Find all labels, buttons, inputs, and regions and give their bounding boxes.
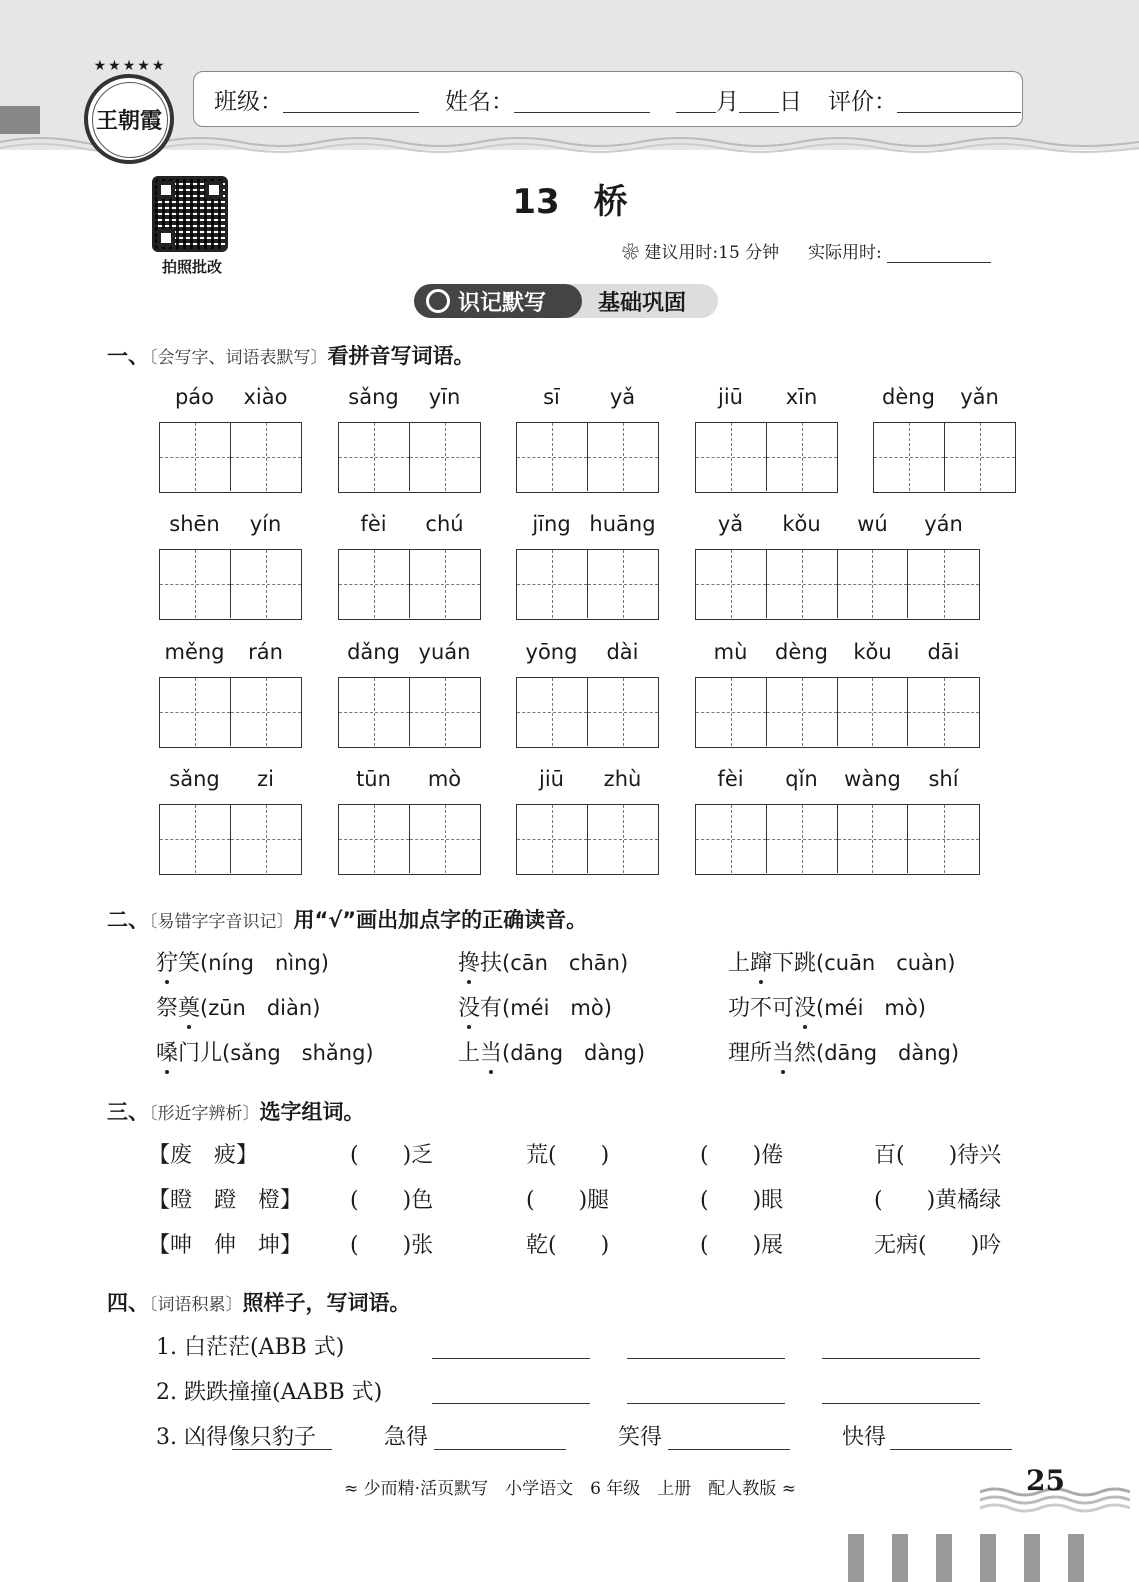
pronunciation-item bbox=[458, 946, 628, 977]
qr-code-icon[interactable] bbox=[152, 176, 228, 252]
pinyin-label: zi bbox=[257, 767, 274, 791]
grid-cell[interactable] bbox=[517, 550, 588, 618]
pinyin-label: mò bbox=[427, 767, 462, 791]
emphasis-dot bbox=[759, 980, 763, 984]
grid-cell[interactable] bbox=[410, 678, 481, 746]
answer-blank[interactable] bbox=[890, 1449, 1012, 1450]
writing-grid[interactable] bbox=[159, 677, 302, 748]
word-text: 功不可没 bbox=[728, 996, 817, 1021]
edge-stripe bbox=[980, 1534, 996, 1582]
pinyin-label: jiū bbox=[718, 385, 743, 409]
q1-heading bbox=[107, 340, 475, 370]
grid-cell[interactable] bbox=[588, 678, 659, 746]
pinyin-label: měng bbox=[164, 640, 225, 664]
grid-cell[interactable] bbox=[696, 805, 767, 873]
q4-prompt-3: 快得 bbox=[842, 1425, 887, 1450]
writing-grid[interactable] bbox=[338, 422, 481, 493]
pinyin-label: yǎn bbox=[960, 385, 999, 409]
emphasis-dot bbox=[187, 1025, 191, 1029]
flower-icon: ❀ bbox=[622, 243, 639, 263]
answer-blank[interactable] bbox=[434, 1449, 566, 1450]
grid-cell[interactable] bbox=[160, 805, 231, 873]
pinyin-label: xīn bbox=[785, 385, 818, 409]
pinyin-options[interactable]: (níng nìng) bbox=[200, 951, 329, 975]
side-tab bbox=[0, 106, 40, 134]
emphasis-dot bbox=[467, 1025, 471, 1029]
grid-cell[interactable] bbox=[767, 805, 838, 873]
char-group: 【瞪 蹬 橙】 bbox=[148, 1188, 303, 1213]
grid-cell[interactable] bbox=[696, 423, 767, 491]
day-label: 日 bbox=[779, 88, 802, 115]
grid-cell[interactable] bbox=[231, 678, 302, 746]
word-text: 上蹿下跳 bbox=[728, 951, 817, 976]
fill-in-item[interactable]: ( )乏 bbox=[350, 1143, 434, 1168]
pinyin-label: sī bbox=[543, 385, 560, 409]
answer-blank[interactable] bbox=[627, 1358, 785, 1359]
grid-cell[interactable] bbox=[410, 423, 481, 491]
grid-cell[interactable] bbox=[767, 423, 838, 491]
grid-cell[interactable] bbox=[517, 678, 588, 746]
grid-cell[interactable] bbox=[945, 423, 1016, 491]
writing-grid[interactable] bbox=[159, 422, 302, 493]
word-text: 嗓门儿 bbox=[156, 1041, 223, 1066]
grid-cell[interactable] bbox=[908, 550, 979, 618]
qr-label: 拍照批改 bbox=[161, 258, 222, 276]
grid-cell[interactable] bbox=[588, 550, 659, 618]
q1-text: 看拼音写词语。 bbox=[327, 344, 475, 368]
grid-cell[interactable] bbox=[231, 805, 302, 873]
actual-time-field[interactable] bbox=[887, 244, 991, 263]
q4-text: 照样子，写词语。 bbox=[242, 1291, 411, 1315]
writing-grid[interactable] bbox=[159, 804, 302, 875]
emphasis-dot bbox=[489, 1070, 493, 1074]
edge-stripe bbox=[1068, 1534, 1084, 1582]
fill-in-item[interactable]: 百( )待兴 bbox=[874, 1143, 1002, 1168]
pinyin-label: sǎng bbox=[348, 385, 399, 409]
grid-cell[interactable] bbox=[874, 423, 945, 491]
q3-tag: 〔形近字辨析〕 bbox=[149, 1104, 260, 1124]
eval-label: 评价： bbox=[828, 88, 897, 115]
grid-cell[interactable] bbox=[410, 805, 481, 873]
footer-text: ≈ 少而精·活页默写 小学语文 6 年级 上册 配人教版 ≈ bbox=[344, 1479, 796, 1499]
pinyin-label: shēn bbox=[169, 512, 220, 536]
pinyin-label: jīng bbox=[532, 512, 571, 536]
pinyin-label: yín bbox=[249, 512, 282, 536]
grid-cell[interactable] bbox=[696, 550, 767, 618]
grid-cell[interactable] bbox=[339, 678, 410, 746]
pronunciation-item bbox=[728, 946, 955, 977]
pronunciation-item bbox=[728, 991, 926, 1022]
pinyin-options[interactable]: (zūn diàn) bbox=[200, 996, 321, 1020]
fill-in-item[interactable]: ( )腿 bbox=[526, 1188, 610, 1213]
q4-line-3: 3. 凶得像只豹子 bbox=[156, 1425, 316, 1450]
grid-cell[interactable] bbox=[908, 805, 979, 873]
pinyin-options[interactable]: (sǎng shǎng) bbox=[222, 1041, 374, 1065]
page-title: 13 桥 bbox=[512, 182, 628, 222]
grid-cell[interactable] bbox=[410, 550, 481, 618]
char-group: 【呻 伸 坤】 bbox=[148, 1233, 303, 1258]
q3-text: 选字组词。 bbox=[259, 1100, 365, 1124]
pinyin-label: mù bbox=[713, 640, 748, 664]
pinyin-label: qǐn bbox=[785, 767, 818, 791]
pinyin-label: tūn bbox=[356, 767, 391, 791]
pinyin-label: dèng bbox=[882, 385, 935, 409]
word-text: 没有 bbox=[458, 996, 503, 1021]
q3-heading bbox=[107, 1096, 365, 1126]
banner-left: 识记默写 bbox=[414, 284, 582, 318]
grid-cell[interactable] bbox=[838, 678, 909, 746]
emphasis-dot bbox=[781, 1070, 785, 1074]
writing-grid[interactable] bbox=[695, 549, 980, 620]
fill-in-item[interactable]: ( )倦 bbox=[700, 1143, 784, 1168]
pinyin-label: dài bbox=[606, 640, 639, 664]
actual-time-label: 实际用时: bbox=[807, 243, 882, 263]
q2-tag: 〔易错字字音识记〕 bbox=[149, 912, 294, 932]
pinyin-label: dāi bbox=[927, 640, 960, 664]
q4-prompt-2: 笑得 bbox=[618, 1425, 663, 1450]
answer-blank[interactable] bbox=[822, 1358, 980, 1359]
grid-cell[interactable] bbox=[838, 550, 909, 618]
edge-stripe bbox=[1024, 1534, 1040, 1582]
grid-cell[interactable] bbox=[588, 423, 659, 491]
writing-grid[interactable] bbox=[516, 677, 659, 748]
fill-in-item[interactable]: 荒( ) bbox=[526, 1143, 610, 1168]
pinyin-label: kǒu bbox=[853, 640, 892, 664]
edge-stripe bbox=[936, 1534, 952, 1582]
qr-eye bbox=[205, 181, 223, 199]
logo-text: 王朝霞 bbox=[95, 107, 162, 134]
brand-logo bbox=[84, 74, 174, 164]
grid-cell[interactable] bbox=[231, 423, 302, 491]
grid-cell[interactable] bbox=[767, 678, 838, 746]
pinyin-label: rán bbox=[248, 640, 283, 664]
pinyin-label: huāng bbox=[589, 512, 656, 536]
name-field[interactable] bbox=[514, 86, 650, 113]
word-text: 狞笑 bbox=[156, 951, 201, 976]
eval-field[interactable] bbox=[897, 86, 1021, 113]
writing-grid[interactable] bbox=[873, 422, 1016, 493]
fill-in-item[interactable]: ( )黄橘绿 bbox=[874, 1188, 1002, 1213]
fill-in-item[interactable]: ( )张 bbox=[350, 1233, 434, 1258]
pinyin-label: yǎ bbox=[609, 385, 636, 409]
answer-blank[interactable] bbox=[627, 1403, 785, 1404]
emphasis-dot bbox=[467, 980, 471, 984]
q4-line-2: 2. 跌跌撞撞(AABB 式) bbox=[156, 1380, 383, 1405]
q4-number: 四、 bbox=[107, 1291, 149, 1315]
fill-in-item[interactable]: ( )眼 bbox=[700, 1188, 784, 1213]
writing-grid[interactable] bbox=[695, 422, 838, 493]
pinyin-options[interactable]: (cān chān) bbox=[502, 951, 629, 975]
pinyin-label: yuán bbox=[418, 640, 471, 664]
writing-grid[interactable] bbox=[159, 549, 302, 620]
grid-cell[interactable] bbox=[588, 805, 659, 873]
pinyin-label: zhù bbox=[603, 767, 642, 791]
q1-number: 一、 bbox=[107, 344, 149, 368]
pinyin-label: kǒu bbox=[782, 512, 821, 536]
pinyin-options[interactable]: (cuān cuàn) bbox=[816, 951, 956, 975]
class-field[interactable] bbox=[283, 86, 419, 113]
pinyin-label: jiū bbox=[539, 767, 564, 791]
q4-line-1: 1. 白茫茫(ABB 式) bbox=[156, 1335, 345, 1360]
edge-stripe bbox=[892, 1534, 908, 1582]
emphasis-dot bbox=[165, 980, 169, 984]
grid-cell[interactable] bbox=[838, 805, 909, 873]
writing-grid[interactable] bbox=[516, 549, 659, 620]
answer-blank[interactable] bbox=[432, 1403, 590, 1404]
time-info bbox=[622, 238, 1032, 263]
pinyin-label: sǎng bbox=[169, 767, 220, 791]
q1-tag: 〔会写字、词语表默写〕 bbox=[149, 348, 328, 368]
name-label: 姓名： bbox=[445, 88, 514, 115]
pinyin-label: wú bbox=[857, 512, 888, 536]
grid-cell[interactable] bbox=[160, 678, 231, 746]
edge-stripe bbox=[848, 1534, 864, 1582]
day-field[interactable] bbox=[739, 86, 779, 113]
q2-heading bbox=[107, 904, 587, 934]
pinyin-label: shí bbox=[928, 767, 959, 791]
grid-cell[interactable] bbox=[767, 550, 838, 618]
q4-prompt-1: 急得 bbox=[384, 1425, 429, 1450]
class-label: 班级： bbox=[214, 88, 283, 115]
qr-eye bbox=[157, 229, 175, 247]
fill-in-item[interactable]: ( )展 bbox=[700, 1233, 784, 1258]
pinyin-label: páo bbox=[174, 385, 215, 409]
pinyin-options[interactable]: (dāng dàng) bbox=[816, 1041, 960, 1065]
writing-grid[interactable] bbox=[516, 804, 659, 875]
pronunciation-item bbox=[156, 991, 320, 1022]
pinyin-label: yán bbox=[924, 512, 963, 536]
pinyin-label: wàng bbox=[844, 767, 901, 791]
q4-tag: 〔词语积累〕 bbox=[149, 1295, 243, 1315]
writing-grid[interactable] bbox=[695, 804, 980, 875]
pronunciation-item bbox=[458, 991, 612, 1022]
word-text: 理所当然 bbox=[728, 1041, 817, 1066]
logo-ring bbox=[92, 82, 168, 158]
month-label: 月 bbox=[716, 88, 739, 115]
page-number: 25 bbox=[1026, 1464, 1065, 1497]
emphasis-dot bbox=[165, 1070, 169, 1074]
pinyin-label: yōng bbox=[525, 640, 578, 664]
grid-cell[interactable] bbox=[517, 805, 588, 873]
logo-stars-icon: ★★★★★ bbox=[93, 58, 167, 74]
pinyin-label: fèi bbox=[360, 512, 387, 536]
pronunciation-item bbox=[458, 1036, 645, 1067]
section-banner bbox=[414, 284, 718, 318]
fill-in-item[interactable]: 乾( ) bbox=[526, 1233, 610, 1258]
q2-text: 用“√”画出加点字的正确读音。 bbox=[293, 908, 588, 932]
suggest-time: 建议用时:15 分钟 bbox=[644, 243, 780, 263]
pinyin-options[interactable]: (dāng dàng) bbox=[502, 1041, 646, 1065]
qr-eye bbox=[157, 181, 175, 199]
char-group: 【废 疲】 bbox=[148, 1143, 259, 1168]
answer-blank[interactable] bbox=[432, 1358, 590, 1359]
writing-grid[interactable] bbox=[338, 804, 481, 875]
grid-cell[interactable] bbox=[339, 423, 410, 491]
pinyin-label: dǎng bbox=[347, 640, 400, 664]
q2-number: 二、 bbox=[107, 908, 149, 932]
medal-icon bbox=[426, 289, 450, 313]
pronunciation-item bbox=[728, 1036, 959, 1067]
answer-blank[interactable] bbox=[668, 1449, 790, 1450]
pinyin-label: yǎ bbox=[717, 512, 744, 536]
pinyin-label: fèi bbox=[717, 767, 744, 791]
fill-in-item[interactable]: 无病( )吟 bbox=[874, 1233, 1002, 1258]
answer-blank[interactable] bbox=[822, 1403, 980, 1404]
fill-in-item[interactable]: ( )色 bbox=[350, 1188, 434, 1213]
pinyin-options[interactable]: (méi mò) bbox=[502, 996, 612, 1020]
writing-grid[interactable] bbox=[338, 677, 481, 748]
grid-cell[interactable] bbox=[517, 423, 588, 491]
grid-cell[interactable] bbox=[908, 678, 979, 746]
grid-cell[interactable] bbox=[160, 423, 231, 491]
grid-cell[interactable] bbox=[339, 550, 410, 618]
pinyin-label: xiào bbox=[243, 385, 288, 409]
writing-grid[interactable] bbox=[338, 549, 481, 620]
q3-number: 三、 bbox=[107, 1100, 149, 1124]
word-text: 祭奠 bbox=[156, 996, 201, 1021]
pronunciation-item bbox=[156, 946, 329, 977]
word-text: 上当 bbox=[458, 1041, 503, 1066]
pinyin-label: dèng bbox=[775, 640, 828, 664]
pinyin-label: chú bbox=[425, 512, 464, 536]
grid-cell[interactable] bbox=[160, 550, 231, 618]
month-field[interactable] bbox=[676, 86, 716, 113]
pronunciation-item bbox=[156, 1036, 374, 1067]
pinyin-options[interactable]: (méi mò) bbox=[816, 996, 926, 1020]
writing-grid[interactable] bbox=[516, 422, 659, 493]
grid-cell[interactable] bbox=[696, 678, 767, 746]
pinyin-label: yīn bbox=[428, 385, 461, 409]
grid-cell[interactable] bbox=[231, 550, 302, 618]
q4-heading bbox=[107, 1287, 411, 1317]
banner-right: 基础巩固 bbox=[564, 284, 718, 318]
writing-grid[interactable] bbox=[695, 677, 980, 748]
word-text: 搀扶 bbox=[458, 951, 503, 976]
student-info-box bbox=[193, 71, 1023, 127]
emphasis-dot bbox=[803, 1025, 807, 1029]
example-underline bbox=[232, 1449, 332, 1450]
grid-cell[interactable] bbox=[339, 805, 410, 873]
